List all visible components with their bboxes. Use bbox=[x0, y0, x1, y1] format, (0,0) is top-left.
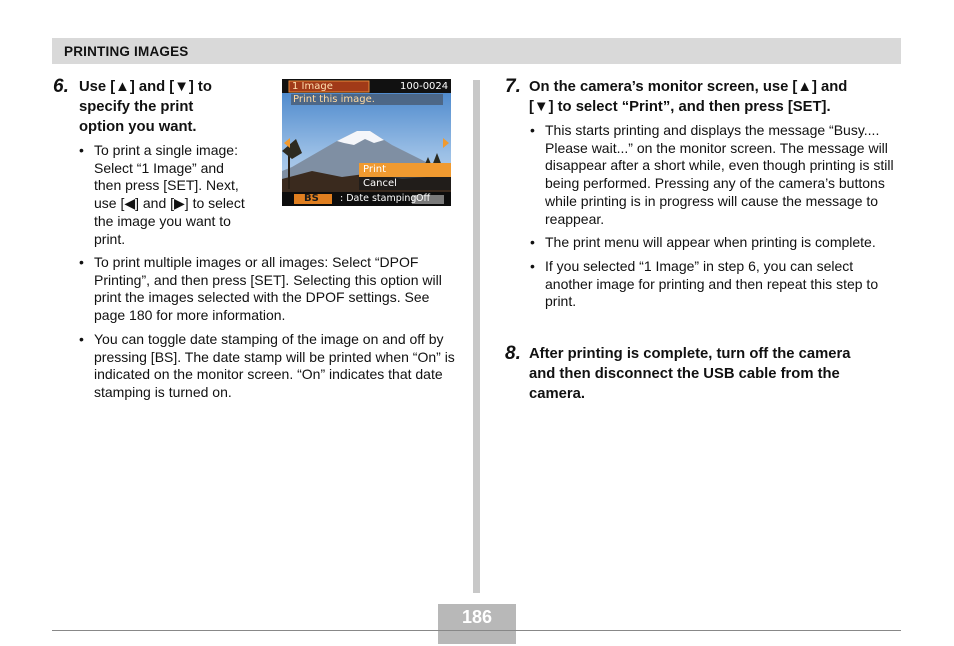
camera-file-number: 100-0024 bbox=[400, 81, 449, 92]
section-header-bar bbox=[52, 38, 901, 64]
step-7-number: 7. bbox=[505, 76, 521, 97]
column-divider bbox=[473, 80, 480, 593]
step-6-heading-line: specify the print bbox=[79, 99, 194, 115]
camera-message: Print this image. bbox=[293, 94, 375, 105]
camera-date-stamp-label: : Date stamping bbox=[340, 193, 417, 204]
camera-bs-label: BS bbox=[304, 193, 319, 204]
step-6-bullets-top bbox=[79, 142, 264, 254]
camera-mode-label: 1 Image bbox=[292, 81, 333, 92]
list-item: • This starts printing and displays the message “Busy.... Please wait...” on the monitor screen. The message will disappear after a short while, even though printing is still being performed. Pressing any of the camera’s buttons while printing is in progress will cause the message to reappear. bbox=[530, 122, 901, 228]
camera-menu-print: Print bbox=[363, 164, 387, 175]
list-item: • If you selected “1 Image” in step 6, you can select another image for printing and then repeat this step to print. bbox=[530, 258, 901, 311]
step-6-heading-line: option you want. bbox=[79, 119, 197, 135]
bullet-line: • To print a single image: bbox=[94, 142, 238, 158]
step-6-heading-line: Use [▲] and [▼] to bbox=[79, 79, 212, 95]
list-item: • You can toggle date stamping of the image on and off by pressing [BS]. The date stamp will be printed when “On” is indicated on the monitor screen. “On” indicates that date stamping is turned on. bbox=[79, 331, 455, 402]
list-item: • The print menu will appear when printing is complete. bbox=[530, 234, 901, 252]
page-number: 186 bbox=[461, 607, 493, 627]
list-item: • To print multiple images or all images: Select “DPOF Printing”, and then press [SET]. Selecting this option will print the images selected with the DPOF settings. See page 180 for more information. bbox=[79, 254, 455, 325]
section-title: PRINTING IMAGES bbox=[64, 44, 189, 59]
step-8-heading-line: After printing is complete, turn off the camera bbox=[529, 346, 851, 362]
bullet-line: then press [SET]. Next, bbox=[94, 177, 239, 194]
camera-menu-cancel: Cancel bbox=[363, 178, 397, 189]
step-8-heading-line: camera. bbox=[529, 386, 585, 402]
camera-date-stamp-value: Off bbox=[416, 193, 431, 204]
step-6-heading bbox=[79, 77, 212, 137]
bullet-line: use [◀] and [▶] to select bbox=[94, 195, 245, 212]
list-item bbox=[79, 142, 264, 248]
bullet-line: the image you want to bbox=[94, 212, 231, 229]
bullet-line: print. bbox=[94, 230, 126, 247]
step-7-bullets bbox=[530, 122, 901, 317]
step-8-heading-line: and then disconnect the USB cable from the bbox=[529, 366, 840, 382]
step-6-number: 6. bbox=[53, 76, 69, 97]
bullet-line: Select “1 Image” and bbox=[94, 159, 224, 176]
step-7-heading-line: On the camera’s monitor screen, use [▲] and bbox=[529, 79, 848, 95]
step-7-heading-line: [▼] to select “Print”, and then press [SET]. bbox=[529, 99, 831, 115]
step-8-number: 8. bbox=[505, 343, 521, 364]
page-number-tab bbox=[438, 631, 516, 644]
step-8-heading bbox=[529, 344, 850, 404]
step-6-bullets-bottom bbox=[79, 254, 455, 408]
page-number-box bbox=[438, 604, 516, 630]
step-7-heading bbox=[529, 77, 847, 117]
camera-monitor-screenshot bbox=[282, 79, 451, 206]
